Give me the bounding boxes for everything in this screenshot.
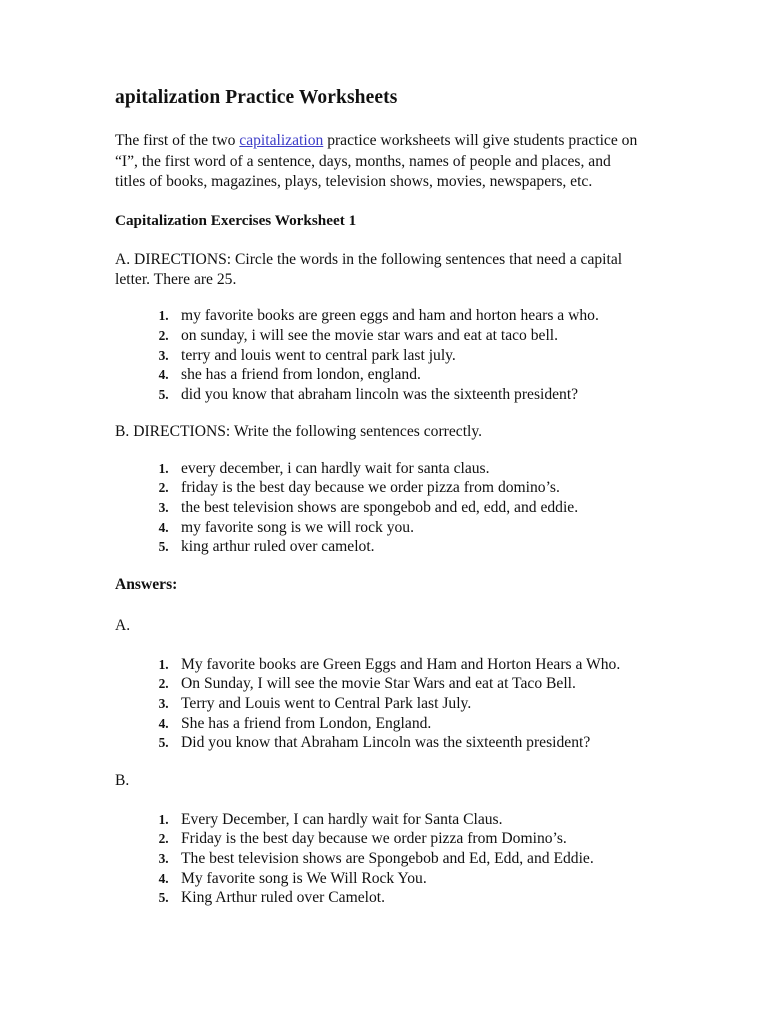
intro-paragraph: [115, 131, 640, 192]
answers-list-b: [115, 810, 640, 908]
capitalization-link[interactable]: capitalization: [239, 132, 324, 150]
list-item: 5. king arthur ruled over camelot.: [172, 537, 640, 557]
list-item: 1. Every December, I can hardly wait for Santa Claus.: [172, 810, 640, 830]
list-item: 4. she has a friend from london, england.: [172, 365, 640, 385]
list-item: 5. Did you know that Abraham Lincoln was the sixteenth president?: [172, 733, 640, 753]
list-item: 3. terry and louis went to central park last july.: [172, 346, 640, 366]
answers-group-label-a: A.: [115, 616, 131, 634]
list-item: 2. Friday is the best day because we order pizza from Domino’s.: [172, 829, 640, 849]
directions-b: B. DIRECTIONS: Write the following sentences correctly.: [115, 423, 483, 441]
answers-list-a: [115, 655, 640, 753]
list-item: 3. Terry and Louis went to Central Park last July.: [172, 694, 640, 714]
list-item: 4. My favorite song is We Will Rock You.: [172, 869, 640, 889]
list-item: 2. On Sunday, I will see the movie Star Wars and eat at Taco Bell.: [172, 674, 640, 694]
page-title: apitalization Practice Worksheets: [115, 87, 398, 108]
directions-a: A. DIRECTIONS: Circle the words in the following sentences that need a capital letter. There are 25.: [115, 250, 623, 289]
worksheet-heading: Capitalization Exercises Worksheet 1: [115, 211, 357, 229]
exercise-list-a: [115, 306, 640, 404]
list-item: 1. every december, i can hardly wait for santa claus.: [172, 459, 640, 479]
list-item: 4. She has a friend from London, England.: [172, 714, 640, 734]
list-item: 3. The best television shows are Spongebob and Ed, Edd, and Eddie.: [172, 849, 640, 869]
list-item: 2. friday is the best day because we order pizza from domino’s.: [172, 478, 640, 498]
list-item: 4. my favorite song is we will rock you.: [172, 518, 640, 538]
intro-text-after-link: practice worksheets will give students practice on “I”, the first word of a sentence, days, months, names of people and places, and titles of books, magazines, plays, television shows, movies, newspapers, etc.: [115, 132, 638, 191]
exercise-list-b: [115, 459, 640, 557]
list-item: 2. on sunday, i will see the movie star wars and eat at taco bell.: [172, 326, 640, 346]
answers-heading: Answers:: [115, 575, 178, 593]
list-item: 1. my favorite books are green eggs and ham and horton hears a who.: [172, 306, 640, 326]
list-item: 3. the best television shows are spongebob and ed, edd, and eddie.: [172, 498, 640, 518]
answers-group-label-b: B.: [115, 771, 130, 789]
list-item: 1. My favorite books are Green Eggs and Ham and Horton Hears a Who.: [172, 655, 640, 675]
list-item: 5. did you know that abraham lincoln was the sixteenth president?: [172, 385, 640, 405]
list-item: 5. King Arthur ruled over Camelot.: [172, 888, 640, 908]
intro-text-before-link: The first of the two: [115, 132, 240, 150]
